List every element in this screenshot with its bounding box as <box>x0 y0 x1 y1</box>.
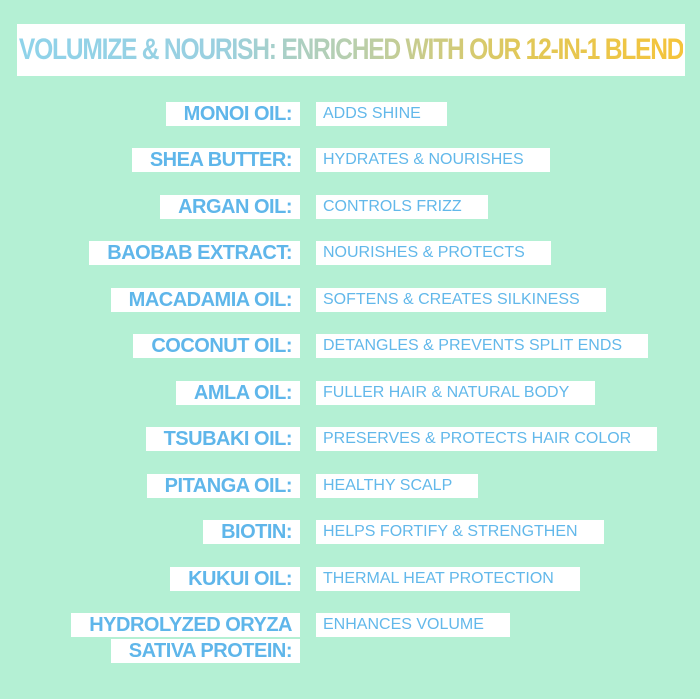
ingredient-row <box>0 334 700 358</box>
ingredient-name: MONOI OIL: <box>166 102 300 126</box>
ingredient-row <box>0 148 700 172</box>
ingredient-name: PITANGA OIL: <box>147 474 300 498</box>
ingredient-benefit: HYDRATES & NOURISHES <box>316 148 550 172</box>
ingredient-name: MACADAMIA OIL: <box>111 288 300 312</box>
ingredient-row <box>0 102 700 126</box>
ingredient-name: BAOBAB EXTRACT: <box>89 241 300 265</box>
ingredient-name: AMLA OIL: <box>176 381 300 405</box>
ingredient-benefit: PRESERVES & PROTECTS HAIR COLOR <box>316 427 657 451</box>
ingredient-row <box>0 241 700 265</box>
ingredient-benefit: THERMAL HEAT PROTECTION <box>316 567 580 591</box>
ingredient-benefit: FULLER HAIR & NATURAL BODY <box>316 381 595 405</box>
ingredient-name: HYDROLYZED ORYZA <box>71 613 300 637</box>
page-title: VOLUMIZE & NOURISH: ENRICHED WITH OUR 12-IN-1 BLEND <box>18 33 684 66</box>
ingredient-benefit: CONTROLS FRIZZ <box>316 195 488 219</box>
ingredient-row <box>0 195 700 219</box>
ingredient-benefit: HELPS FORTIFY & STRENGTHEN <box>316 520 604 544</box>
ingredient-row <box>0 520 700 544</box>
ingredient-name-line2: SATIVA PROTEIN: <box>111 639 300 663</box>
ingredient-row <box>0 288 700 312</box>
ingredient-row <box>0 381 700 405</box>
ingredient-name: BIOTIN: <box>203 520 300 544</box>
ingredient-row <box>0 567 700 591</box>
ingredient-name: TSUBAKI OIL: <box>146 427 300 451</box>
ingredient-benefit: DETANGLES & PREVENTS SPLIT ENDS <box>316 334 648 358</box>
ingredient-name: ARGAN OIL: <box>160 195 300 219</box>
ingredient-benefit: ADDS SHINE <box>316 102 447 126</box>
title-banner <box>17 24 685 76</box>
ingredient-benefit: NOURISHES & PROTECTS <box>316 241 551 265</box>
ingredient-benefit: SOFTENS & CREATES SILKINESS <box>316 288 606 312</box>
ingredient-row <box>0 474 700 498</box>
ingredient-row <box>0 613 700 662</box>
ingredient-benefit: HEALTHY SCALP <box>316 474 478 498</box>
ingredient-row <box>0 427 700 451</box>
ingredient-name: SHEA BUTTER: <box>132 148 300 172</box>
ingredient-name: COCONUT OIL: <box>133 334 300 358</box>
ingredient-name: KUKUI OIL: <box>170 567 300 591</box>
ingredient-benefit: ENHANCES VOLUME <box>316 613 510 637</box>
